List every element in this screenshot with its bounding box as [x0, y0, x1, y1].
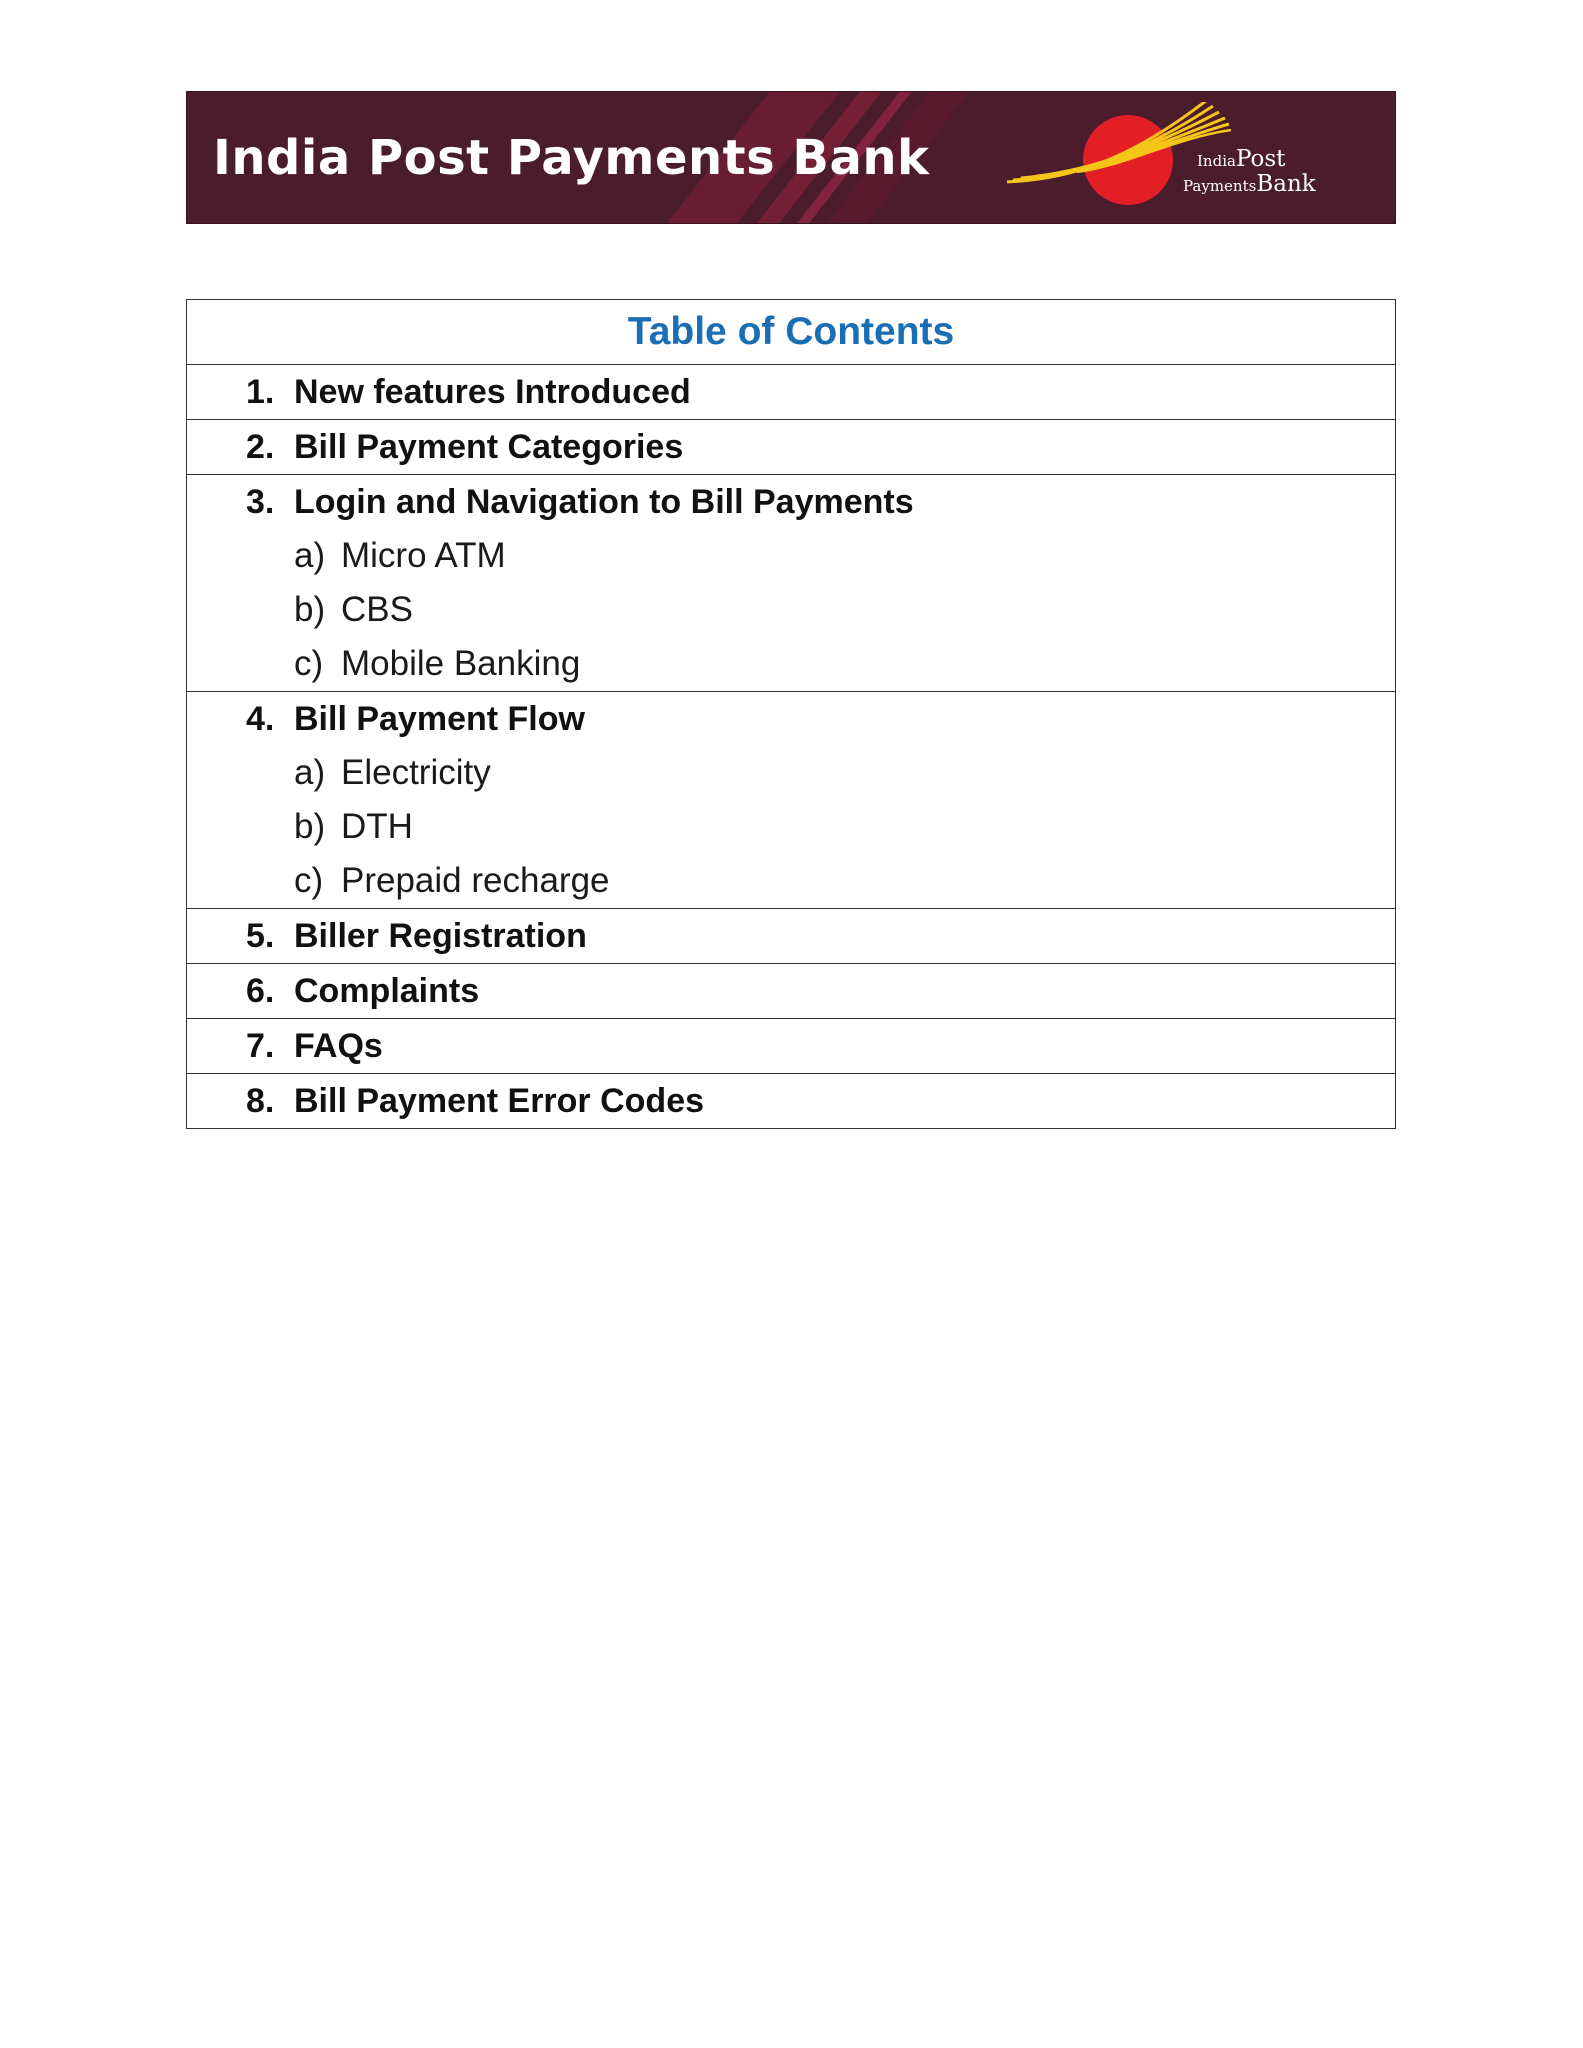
toc-subitem — [187, 583, 1395, 637]
toc-subitem-letter: b) — [294, 807, 326, 846]
toc-item — [187, 420, 1395, 474]
toc-subitem-letter: a) — [294, 536, 326, 575]
toc-item-number: 5. — [246, 917, 275, 955]
toc-subitem-letter: c) — [294, 644, 324, 683]
toc-item-number: 6. — [246, 972, 275, 1010]
toc-item — [187, 365, 1395, 419]
toc-subitem — [187, 529, 1395, 583]
toc-subitem — [187, 854, 1395, 908]
toc-item-label: FAQs — [294, 1027, 383, 1065]
logo-word-post: Post — [1235, 146, 1286, 172]
toc-item-number: 8. — [246, 1082, 275, 1120]
toc-row — [187, 1074, 1396, 1129]
toc-item-number: 3. — [246, 483, 275, 521]
toc-item-label: New features Introduced — [294, 373, 691, 411]
toc-title: Table of Contents — [187, 300, 1396, 365]
toc-item-label: Biller Registration — [294, 917, 587, 955]
toc-item-label: Complaints — [294, 972, 480, 1010]
toc-item-label: Bill Payment Categories — [294, 428, 684, 466]
toc-item — [187, 909, 1395, 963]
logo-word-bank: Bank — [1256, 171, 1316, 197]
toc-subitem-label: Electricity — [341, 753, 491, 792]
toc-item — [187, 1019, 1395, 1073]
toc-item-number: 7. — [246, 1027, 275, 1065]
logo-word-payments: Payments — [1183, 177, 1257, 195]
toc-subitem-letter: c) — [294, 861, 324, 900]
toc-subitem-label: Micro ATM — [341, 536, 506, 575]
toc-row — [187, 692, 1396, 909]
toc-item — [187, 692, 1395, 746]
toc-row — [187, 1019, 1396, 1074]
toc-item-label: Login and Navigation to Bill Payments — [294, 483, 914, 521]
toc-item-number: 4. — [246, 700, 275, 738]
toc-subitem-label: Mobile Banking — [341, 644, 581, 683]
toc-item-label: Bill Payment Error Codes — [294, 1082, 705, 1120]
toc-row — [187, 475, 1396, 692]
logo-word-india: India — [1197, 152, 1236, 170]
toc-row — [187, 420, 1396, 475]
toc-subitem-letter: a) — [294, 753, 326, 792]
toc-subitem — [187, 637, 1395, 691]
toc-subitem-label: Prepaid recharge — [341, 861, 610, 900]
toc-row — [187, 365, 1396, 420]
toc-subitem — [187, 800, 1395, 854]
logo-wordmark — [1183, 148, 1316, 196]
toc-subitem-label: CBS — [341, 590, 413, 629]
table-of-contents — [186, 299, 1396, 1129]
toc-item-number: 2. — [246, 428, 275, 466]
toc-row — [187, 964, 1396, 1019]
toc-item-number: 1. — [246, 373, 275, 411]
toc-item-label: Bill Payment Flow — [294, 700, 585, 738]
banner-title: India Post Payments Bank — [213, 130, 930, 186]
toc-item — [187, 475, 1395, 529]
toc-item — [187, 964, 1395, 1018]
toc-subitem-label: DTH — [341, 807, 413, 846]
header-banner — [186, 91, 1396, 224]
toc-subitem-letter: b) — [294, 590, 326, 629]
toc-item — [187, 1074, 1395, 1128]
toc-subitem — [187, 746, 1395, 800]
toc-row — [187, 909, 1396, 964]
